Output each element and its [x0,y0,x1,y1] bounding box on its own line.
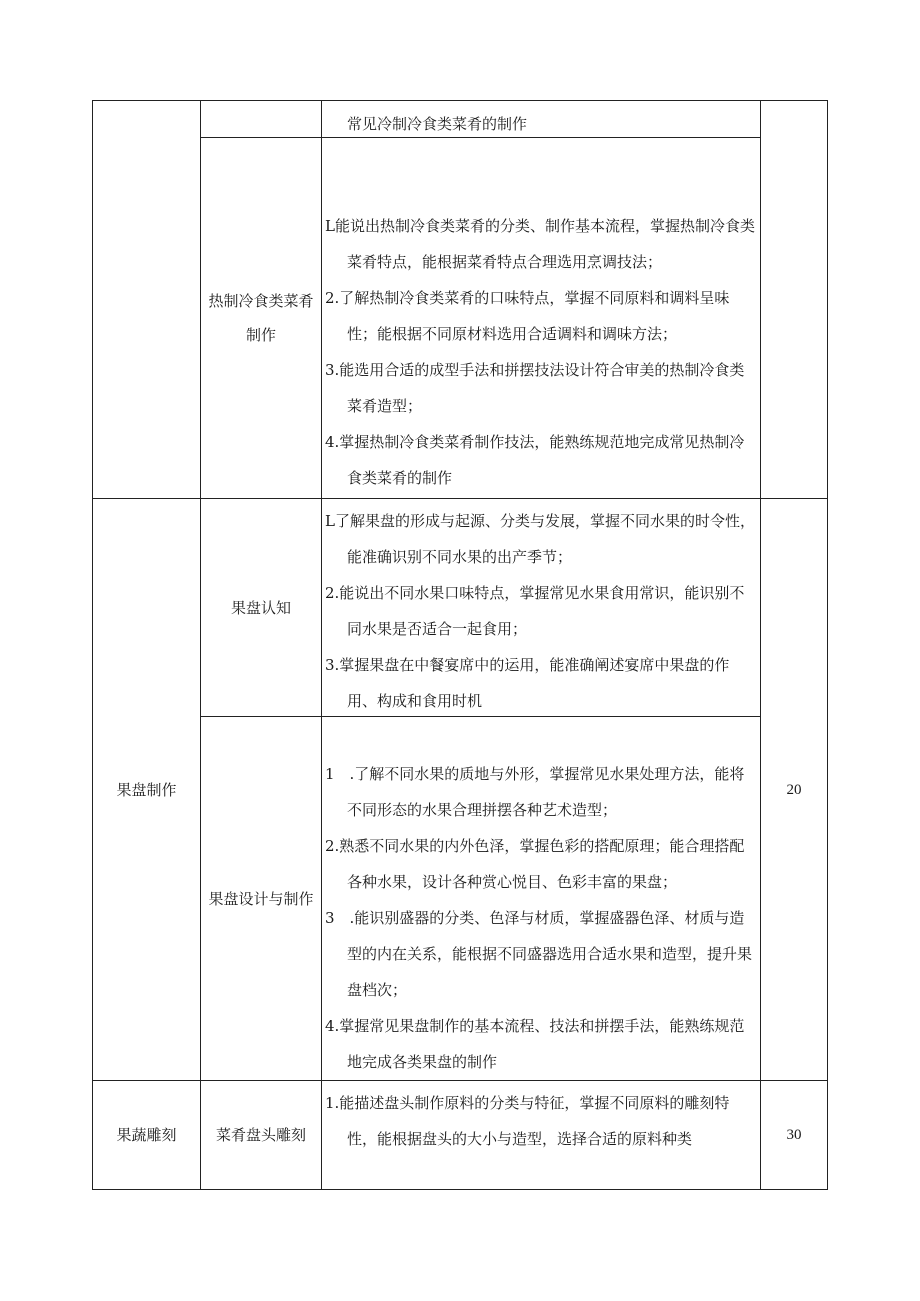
row3-topic [204,717,318,1080]
row2-item-2: 2.能说出不同水果口味特点，掌握常见水果食用常识，能识别不同水果是否适合一起食用； [325,584,745,638]
row1-topic-text: 热制冷食类菜肴制作 [208,292,314,344]
row2-item-3: 3.掌握果盘在中餐宴席中的运用，能准确阐述宴席中果盘的作用、构成和食用时机 [325,656,730,710]
row3-topic-text: 果盘设计与制作 [208,889,314,908]
row1-topic [204,138,318,498]
row2-item-1: L了解果盘的形成与起源、分类与发展，掌握不同水果的时令性，能准确识别不同水果的出产季节； [325,512,755,566]
hours-fruit-platter [762,499,826,1080]
row4-topic [204,1081,318,1189]
col-divider-3 [760,100,761,1190]
curriculum-table [92,100,828,1190]
row3-item-4: 4.掌握常见果盘制作的基本流程、技法和拼摆手法，能熟练规范地完成各类果盘的制作 [325,1017,745,1071]
module-carving [96,1081,197,1189]
row1-item-2: 2.了解热制冷食类菜肴的口味特点，掌握不同原料和调料呈味性；能根据不同原材料选用合适调料和调味方法； [325,289,730,343]
row1-item-3: 3.能选用合适的成型手法和拼摆技法设计符合审美的热制冷食类菜肴造型； [325,361,745,415]
table-border-right [827,100,828,1190]
row1-item-4: 4.掌握热制冷食类菜肴制作技法，能熟练规范地完成常见热制冷食类菜肴的制作 [325,433,745,487]
row1-item-1: L能说出热制冷食类菜肴的分类、制作基本流程，掌握热制冷食类菜肴特点，能根据菜肴特点合理选用烹调技法； [325,217,755,271]
table-border-bottom [92,1189,828,1190]
table-border-top [92,100,828,101]
row0-content [325,106,755,142]
module-fruit-platter [96,499,197,1080]
row2-content [325,503,759,719]
row3-content [325,756,759,1080]
module-carving-text: 果蔬雕刻 [116,1126,177,1144]
row1-content [325,208,759,496]
hours-carving [762,1081,826,1189]
row4-item-1: 1.能描述盘头制作原料的分类与特征，掌握不同原料的雕刻特性，能根据盘头的大小与造型，选择合适的原料种类 [325,1094,730,1148]
row2-topic [204,499,318,716]
hours-carving-text: 30 [786,1127,802,1143]
col-divider-1 [200,100,201,1190]
row4-content [325,1085,759,1157]
row-divider-b [92,498,828,499]
col-divider-2 [321,100,322,1190]
module-fruit-platter-text: 果盘制作 [116,780,177,799]
row3-item-2: 2.熟悉不同水果的内外色泽，掌握色彩的搭配原理；能合理搭配各种水果，设计各种赏心悦目、色彩丰富的果盘； [325,837,745,891]
row-divider-d [92,1080,828,1081]
row3-item-3: 3 .能识别盛器的分类、色泽与材质，掌握盛器色泽、材质与造型的内在关系，能根据不同盛器选用合适水果和造型，提升果盘档次； [325,909,753,999]
row0-item-1: 常见冷制冷食类菜肴的制作 [347,115,528,133]
row3-item-1: 1 .了解不同水果的质地与外形，掌握常见水果处理方法，能将不同形态的水果合理拼摆各种艺术造型； [325,765,745,819]
row2-topic-text: 果盘认知 [230,598,291,617]
table-border-left [92,100,93,1190]
row4-topic-text: 菜肴盘头雕刻 [215,1126,306,1144]
hours-fruit-platter-text: 20 [786,781,802,798]
